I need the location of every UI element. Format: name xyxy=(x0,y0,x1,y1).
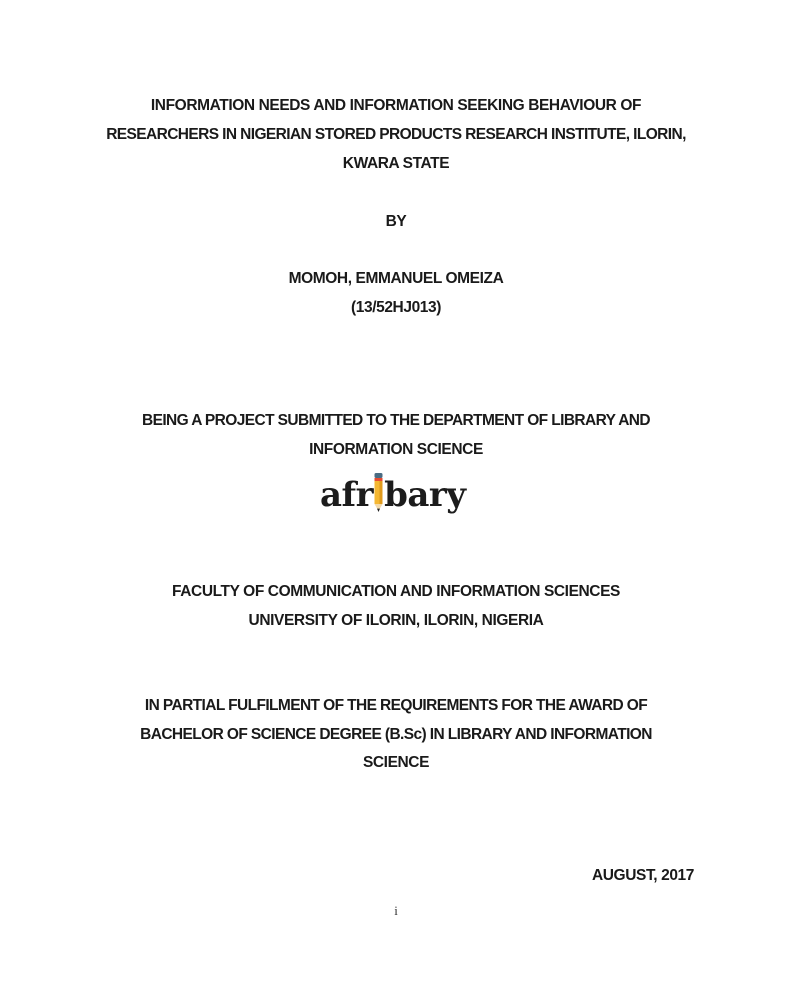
logo-text-start: afr xyxy=(320,475,374,515)
university-line: UNIVERSITY OF ILORIN, ILORIN, NIGERIA xyxy=(248,612,544,629)
purpose-line-3: SCIENCE xyxy=(362,754,430,771)
faculty-line: FACULTY OF COMMUNICATION AND INFORMATION SCIENCES xyxy=(172,583,620,600)
matric-number: (13/52HJ013) xyxy=(351,299,441,316)
submission-date: AUGUST, 2017 xyxy=(591,867,694,884)
by-label: BY xyxy=(385,213,407,230)
title-line-2: RESEARCHERS IN NIGERIAN STORED PRODUCTS RESEARCH INSTITUTE, ILORIN, xyxy=(106,126,686,143)
submission-line-2: INFORMATION SCIENCE xyxy=(309,441,483,458)
submission-line-1: BEING A PROJECT SUBMITTED TO THE DEPARTMENT OF LIBRARY AND xyxy=(141,412,650,429)
page-number: i xyxy=(394,903,398,918)
author-name: MOMOH, EMMANUEL OMEIZA xyxy=(288,270,504,287)
logo-text-end: bary xyxy=(384,475,466,515)
pencil-icon xyxy=(374,473,383,513)
title-line-3: KWARA STATE xyxy=(342,155,450,172)
title-line-1: INFORMATION NEEDS AND INFORMATION SEEKING BEHAVIOUR OF xyxy=(150,97,642,114)
purpose-line-1: IN PARTIAL FULFILMENT OF THE REQUIREMENTS FOR THE AWARD OF xyxy=(144,697,648,714)
afribary-logo xyxy=(320,474,466,516)
purpose-line-2: BACHELOR OF SCIENCE DEGREE (B.Sc) IN LIBRARY AND INFORMATION xyxy=(140,726,652,743)
